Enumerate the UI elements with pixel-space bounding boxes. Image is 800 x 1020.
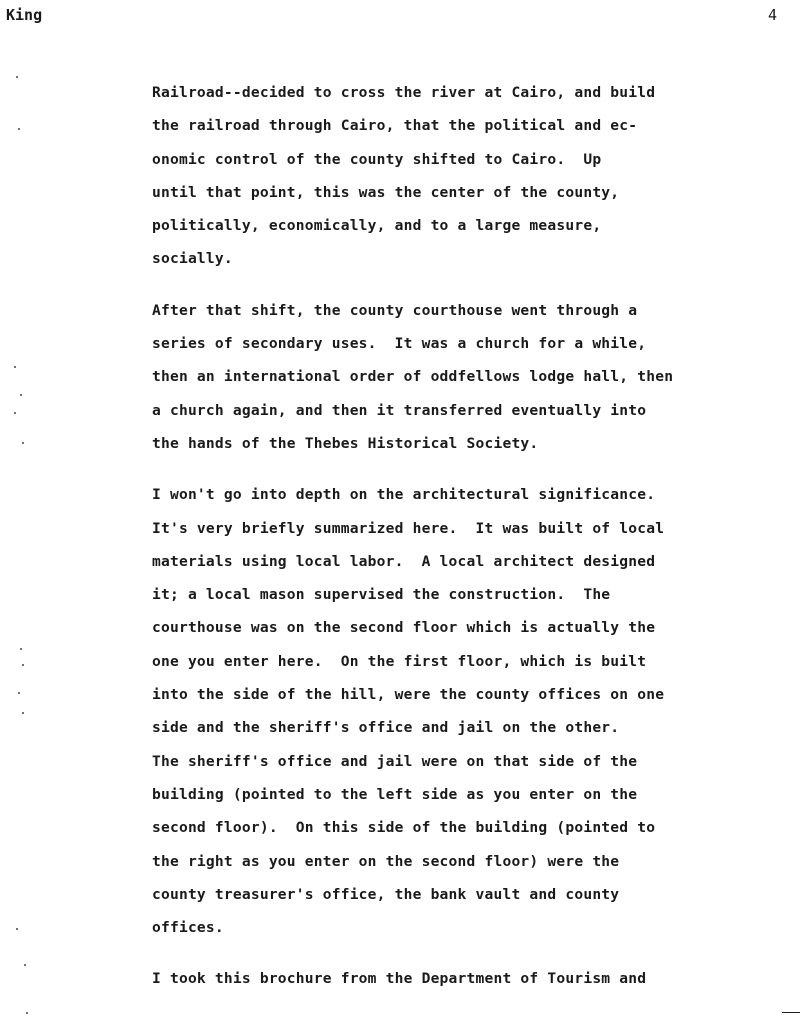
scan-speck [20,648,22,650]
paragraph [152,478,752,944]
text-line: socially. [152,250,233,268]
text-line: then an international order of oddfellows lodge hall, then [152,368,674,386]
text-line: politically, economically, and to a large measure, [152,217,602,235]
scan-speck [14,412,16,414]
text-line: I won't go into depth on the architectural significance. [152,486,656,504]
text-line: side and the sheriff's office and jail on the other. [152,719,620,737]
text-line: into the side of the hill, were the county offices on one [152,686,665,704]
text-line: building (pointed to the left side as you enter on the [152,785,638,803]
text-line: materials using local labor. A local architect designed [152,552,656,570]
text-line: series of secondary uses. It was a church for a while, [152,335,647,353]
text-line: I took this brochure from the Department of Tourism and [152,970,647,988]
page-header-author: King [6,6,43,24]
scan-speck [16,76,18,78]
scan-speck [22,664,24,666]
scan-speck [14,366,16,368]
paragraph [152,294,752,460]
text-line: offices. [152,919,224,937]
scan-edge-mark [782,1012,800,1013]
paragraph [152,962,752,995]
text-line: second floor). On this side of the building (pointed to [152,819,656,837]
scan-speck [20,394,22,396]
page-number: 4 [768,6,778,24]
text-line: Railroad--decided to cross the river at Cairo, and build [152,84,656,101]
text-line: one you enter here. On the first floor, which is built [152,652,647,670]
scan-speck [16,928,18,930]
text-line: the railroad through Cairo, that the political and ec- [152,117,638,135]
paragraph [152,76,752,276]
text-line: It's very briefly summarized here. It was built of local [152,519,665,537]
text-line: courthouse was on the second floor which is actually the [152,619,656,637]
text-line: onomic control of the county shifted to Cairo. Up [152,150,602,168]
scan-speck [26,1012,28,1014]
scan-speck [24,964,26,966]
text-line: the hands of the Thebes Historical Society. [152,434,539,452]
text-line: The sheriff's office and jail were on that side of the [152,752,638,770]
scan-speck [22,712,24,714]
scan-speck [18,128,20,130]
text-line: After that shift, the county courthouse went through a [152,301,638,319]
scan-speck [22,442,24,444]
text-line: the right as you enter on the second floor) were the [152,852,620,870]
document-body [152,76,752,1014]
scan-speck [18,692,20,694]
text-line: until that point, this was the center of the county, [152,183,620,201]
text-line: a church again, and then it transferred eventually into [152,401,647,419]
text-line: county treasurer's office, the bank vault and county [152,885,620,903]
text-line: it; a local mason supervised the construction. The [152,586,611,604]
